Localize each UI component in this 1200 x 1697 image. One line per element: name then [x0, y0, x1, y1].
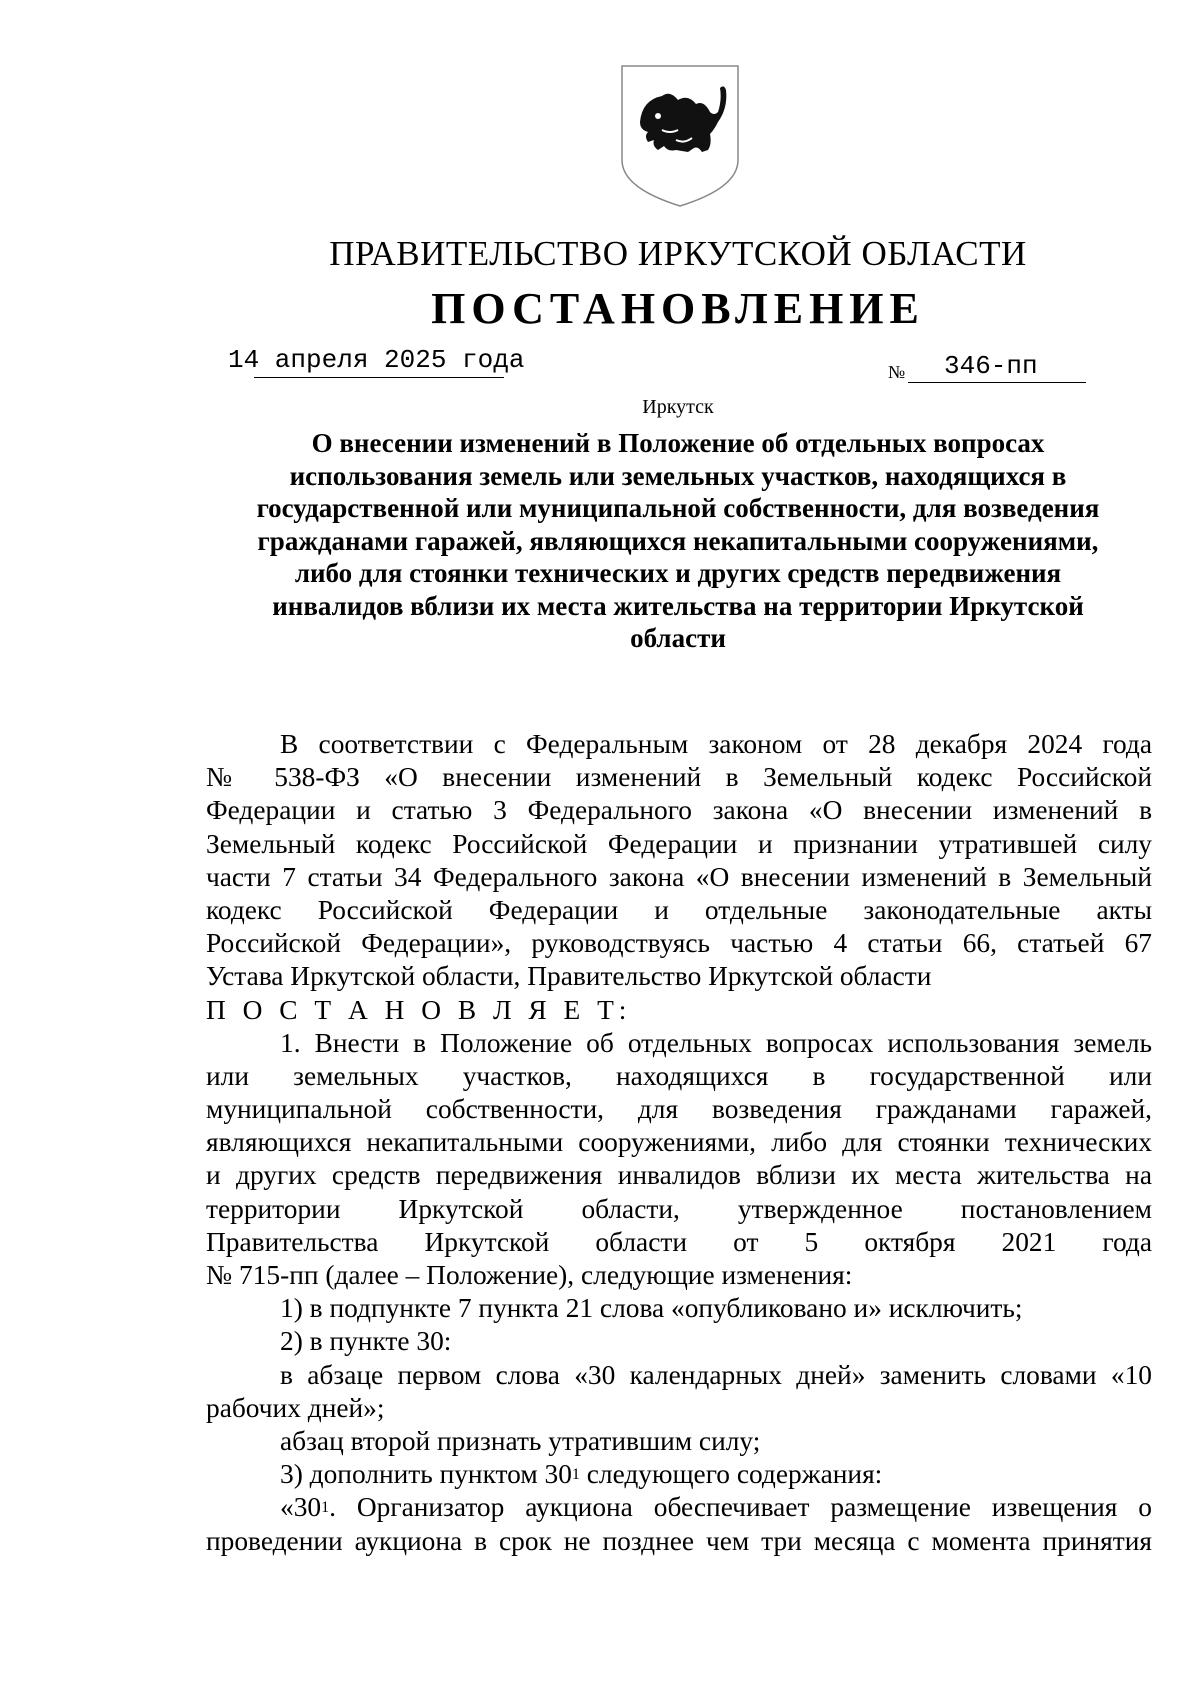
quote-line: проведении аукциона в срок не позднее чем три месяца с момента принятия: [206, 1525, 1152, 1556]
preamble-line: кодекс Российской Федерации и отдельные законодательные акты: [206, 894, 1152, 925]
subitem-2: 2) в пункте 30:: [280, 1326, 452, 1357]
title-line: области: [630, 623, 726, 653]
date-underline: [254, 377, 504, 378]
item1-line: № 715-пп (далее – Положение), следующие изменения:: [206, 1260, 853, 1290]
title-line: гражданами гаражей, являющихся некапитальными сооружениями,: [257, 525, 1099, 556]
document-title: [220, 427, 1136, 655]
item1-line: 1. Внести в Положение об отдельных вопросах использования земель: [280, 1027, 1152, 1058]
document-number: 346-пп: [944, 351, 1038, 381]
preamble-line: Федерации и статью 3 Федерального закона «О внесении изменений в: [206, 795, 1152, 826]
quote-prefix: «30: [280, 1492, 322, 1523]
superscript: 1: [571, 1466, 580, 1484]
number-sign: №: [888, 362, 906, 382]
item1-line: территории Иркутской области, утвержденное постановлением: [206, 1193, 1152, 1224]
subitem-3-prefix: 3) дополнить пунктом 30: [280, 1459, 572, 1490]
quote-line: [206, 1491, 1152, 1524]
subitem-2b: абзац второй признать утратившим силу;: [280, 1425, 761, 1456]
subitem-2a-line: в абзаце первом слова «30 календарных дней» заменить словами «10: [280, 1359, 1152, 1390]
title-line: государственной или муниципальной собственности, для возведения: [256, 493, 1100, 523]
title-line: либо для стоянки технических и других средств передвижения: [294, 558, 1062, 588]
superscript: 1: [321, 1499, 330, 1517]
document-type: ПОСТАНОВЛЕНИЕ: [431, 284, 925, 333]
resolves-heading: П О С Т А Н О В Л Я Е Т:: [206, 994, 632, 1025]
document-date: 14 апреля 2025 года: [228, 345, 525, 375]
number-underline: [908, 382, 1086, 383]
preamble-line: № 538-ФЗ «О внесении изменений в Земельный кодекс Российской: [206, 762, 1152, 793]
item1-line: и других средств передвижения инвалидов вблизи их места жительства на: [206, 1160, 1152, 1191]
item1-line: Правительства Иркутской области от 5 октября 2021 года: [206, 1226, 1152, 1257]
quote-text: . Организатор аукциона обеспечивает размещение извещения о: [329, 1492, 1152, 1523]
organization-name: ПРАВИТЕЛЬСТВО ИРКУТСКОЙ ОБЛАСТИ: [329, 234, 1027, 273]
subitem-3-suffix: следующего содержания:: [579, 1459, 883, 1490]
city: Иркутск: [642, 396, 714, 418]
item1-line: или земельных участков, находящихся в государственной или: [206, 1060, 1152, 1091]
item1-line: являющихся некапитальными сооружениями, либо для стоянки технических: [206, 1127, 1152, 1158]
preamble-line: В соответствии с Федеральным законом от 28 декабря 2024 года: [280, 729, 1152, 759]
item1-line: муниципальной собственности, для возведения гражданами гаражей,: [206, 1094, 1152, 1125]
preamble-line: части 7 статьи 34 Федерального закона «О внесении изменений в Земельный: [206, 861, 1152, 892]
preamble-line: Российской Федерации», руководствуясь частью 4 статьи 66, статьей 67: [206, 928, 1152, 959]
preamble-line: Устава Иркутской области, Правительство Иркутской области: [206, 961, 932, 992]
preamble-line: Земельный кодекс Российской Федерации и признании утратившей силу: [206, 828, 1152, 859]
subitem-3: [206, 1458, 1152, 1491]
title-line: использования земель или земельных участков, находящихся в: [289, 460, 1067, 491]
document-body: [206, 728, 1152, 1558]
subitem-1: 1) в подпункте 7 пункта 21 слова «опубликовано и» исключить;: [280, 1293, 1023, 1324]
title-line: инвалидов вблизи их места жительства на территории Иркутской: [272, 590, 1084, 621]
title-line: О внесении изменений в Положение об отдельных вопросах: [311, 428, 1045, 458]
irkutsk-coat-of-arms-icon: [618, 60, 742, 208]
subitem-2a-line: рабочих дней»;: [206, 1392, 385, 1423]
